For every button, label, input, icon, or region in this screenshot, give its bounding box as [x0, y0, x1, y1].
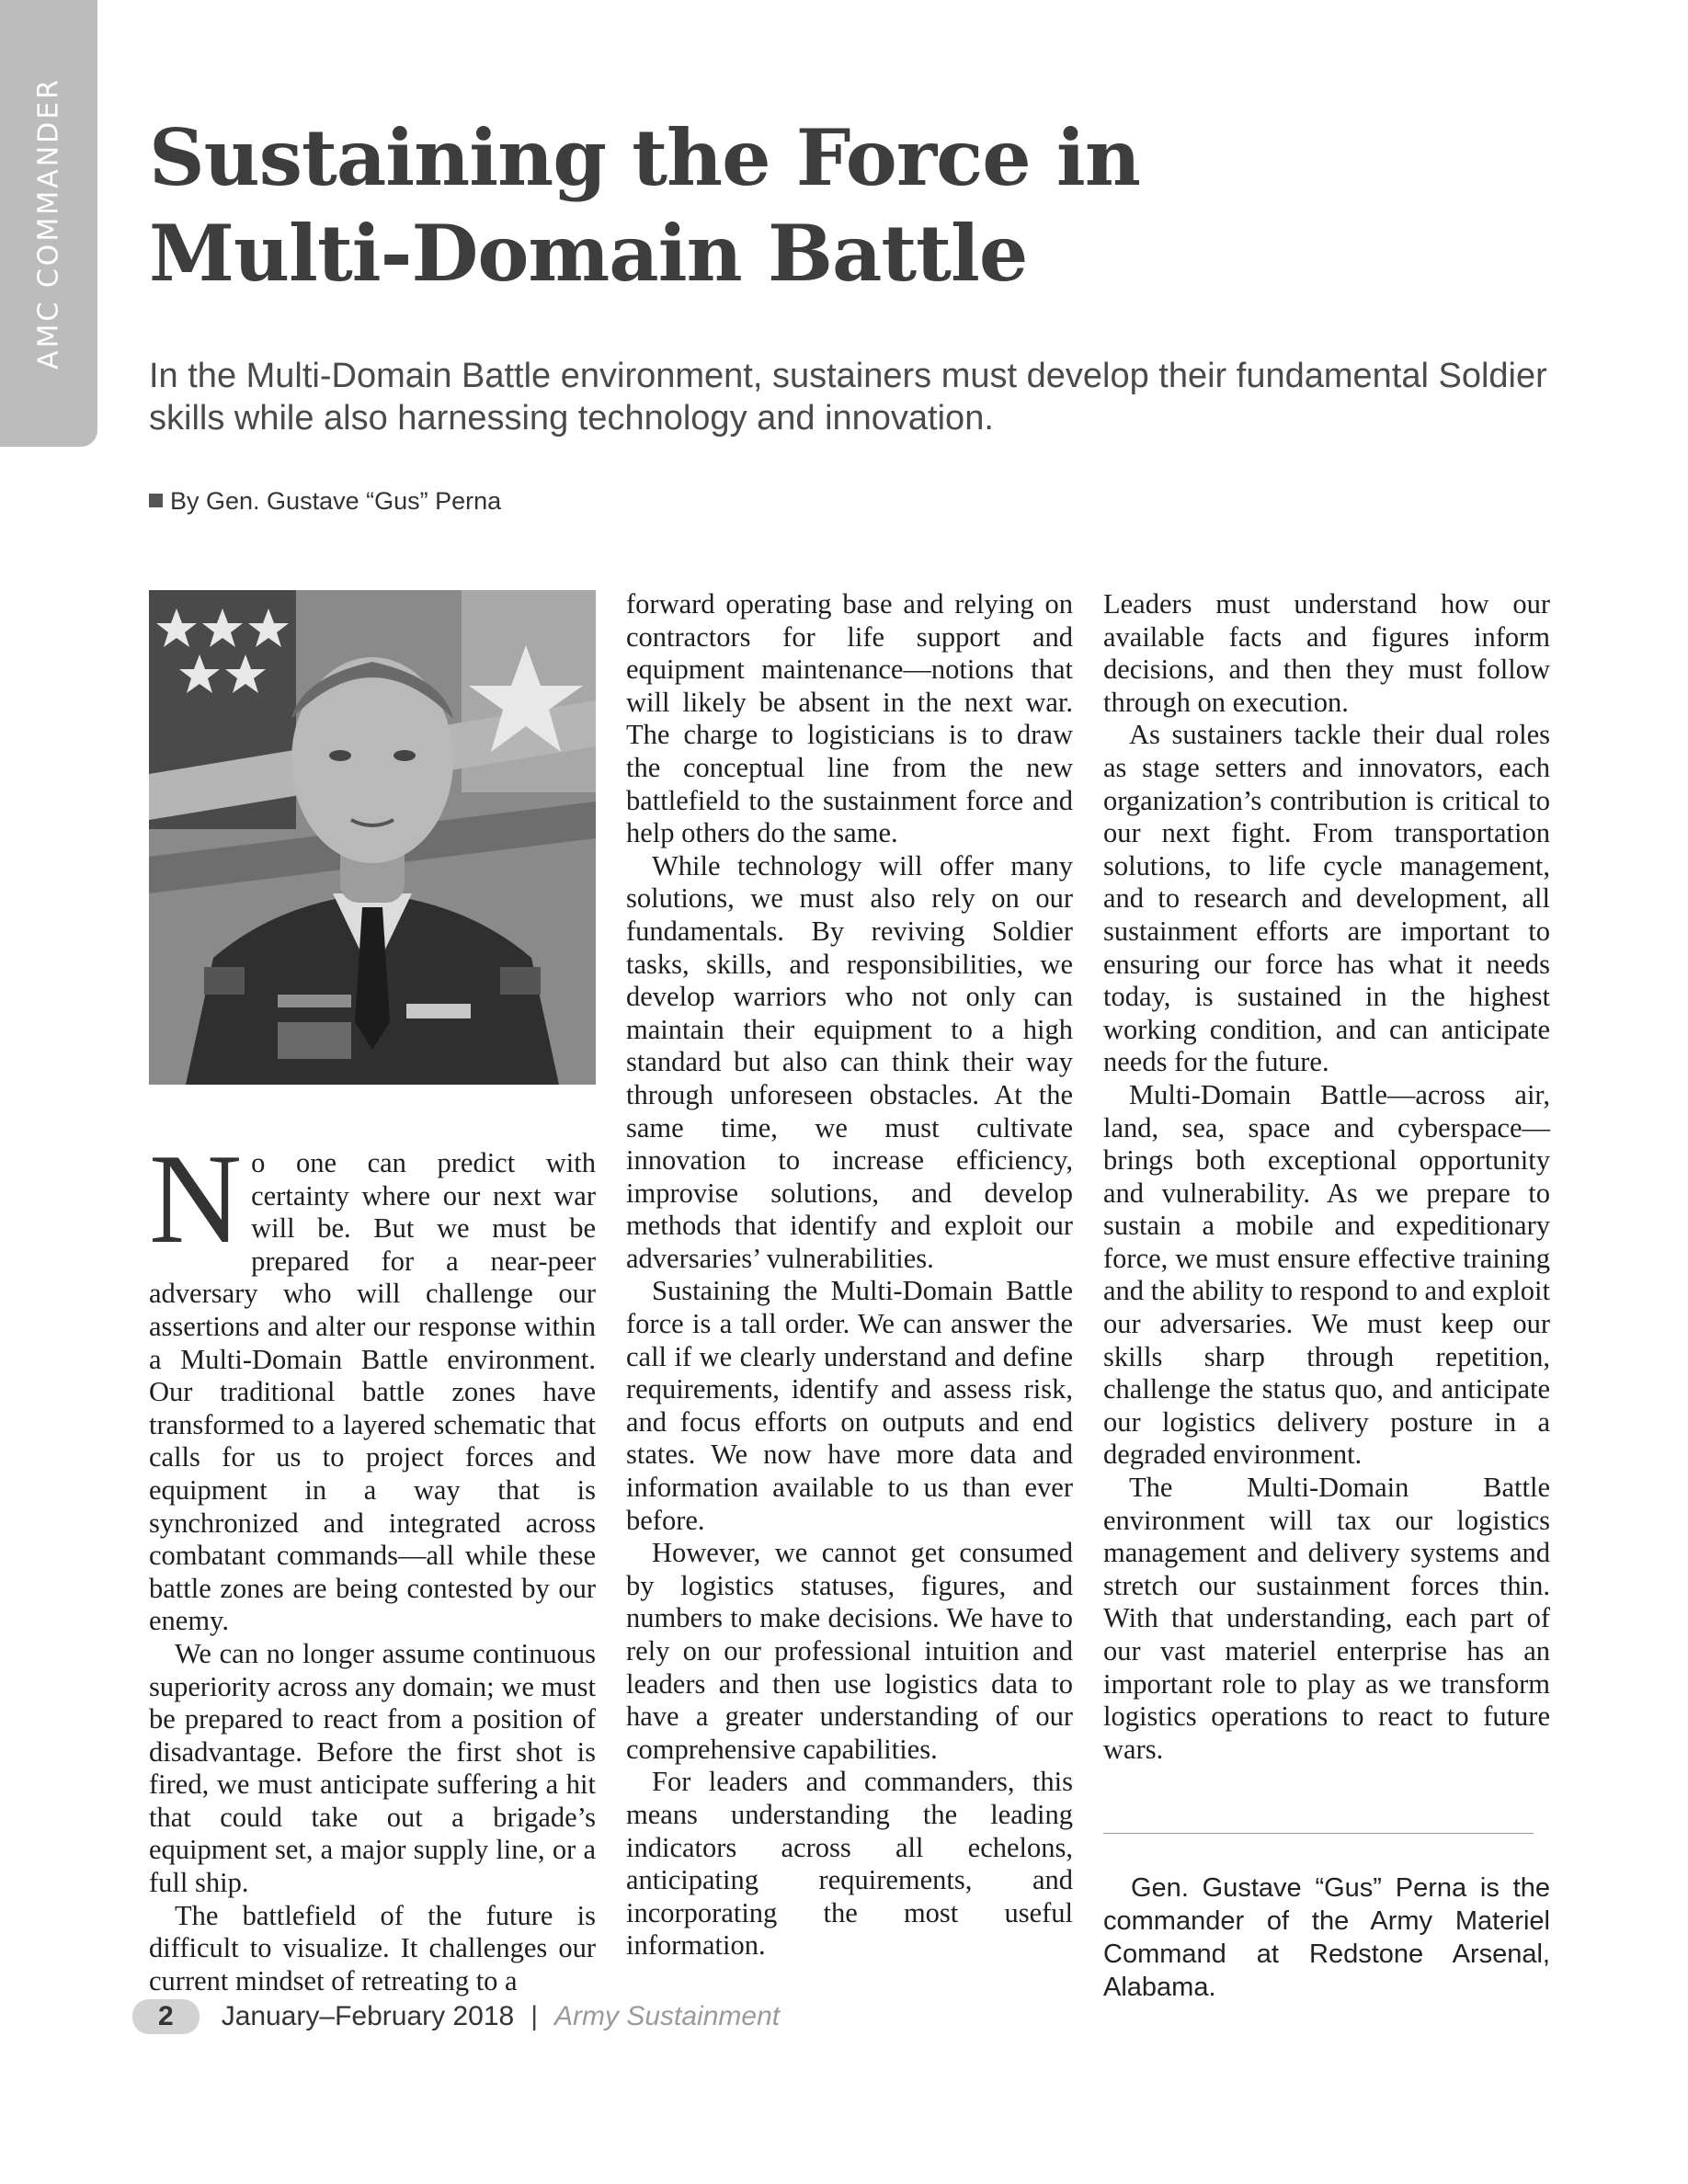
byline-text: By Gen. Gustave “Gus” Perna	[170, 487, 502, 515]
paragraph: For leaders and commanders, this means understanding the leading indicators across all echelons, anticipating requirements, and incorporating the most useful information.	[626, 1766, 1073, 1962]
drop-cap: N	[149, 1128, 243, 1270]
article-headline	[149, 110, 1528, 301]
paragraph: Leaders must understand how our available facts and figures inform decisions, and then they must follow through on execution.	[1103, 588, 1550, 718]
paragraph	[149, 1128, 596, 1638]
column-3	[1103, 588, 1550, 1766]
paragraph: However, we cannot get consumed by logistics statuses, figures, and numbers to make decisions. We have to rely on our professional intuition and leaders and then use logistics data to have a greater understanding of our comprehensive capabilities.	[626, 1537, 1073, 1765]
paragraph: We can no longer assume continuous superiority across any domain; we must be prepared to react from a position of disadvantage. Before the first shot is fired, we must anticipate suffering a hit that could take out a brigade’s equipment set, a major supply line, or a full ship.	[149, 1637, 596, 1899]
footer-separator: |	[530, 2001, 539, 2031]
bullet-square-icon	[149, 494, 163, 507]
author-bio: Gen. Gustave “Gus” Perna is the commander of the Army Materiel Command at Redstone Arsenal, Alabama.	[1103, 1873, 1550, 2002]
paragraph: The battlefield of the future is difficult to visualize. It challenges our current mindset of retreating to a	[149, 1899, 596, 1996]
section-tab-label: AMC COMMANDER	[32, 76, 65, 370]
article-deck: In the Multi-Domain Battle environment, sustainers must develop their fundamental Soldier skills while also harnessing technology and innovation.	[149, 357, 1547, 438]
paragraph: The Multi-Domain Battle environment will tax our logistics management and delivery systems and stretch our sustainment forces thin. With that understanding, each part of our vast materiel enterprise has an important role to play as we transform logistics operations to react to future wars.	[1103, 1472, 1550, 1765]
bio-divider	[1103, 1833, 1534, 1834]
portrait-illustration	[149, 590, 596, 1085]
column-2	[626, 588, 1073, 1962]
page-footer	[132, 1996, 780, 2037]
paragraph: Sustaining the Multi-Domain Battle force is a tall order. We can answer the call if we clearly understand and define requirements, identify and assess risk, and focus efforts on outputs and end states. We now have more data and information available to us than ever before.	[626, 1275, 1073, 1536]
section-tab	[0, 0, 97, 447]
paragraph-text: o one can predict with certainty where our next war will be. But we must be prepared for a near-peer adversary who will challenge our assertions and alter our response within a Multi-Domain Battle environment. Our traditional battle zones have transformed to a layered schematic that calls for us to project forces and equipment in a way that is synchronized and integrated across combatant commands—all while these battle zones are being contested by our enemy.	[149, 1147, 596, 1637]
headline-line-2: Multi-Domain Battle	[149, 208, 1028, 299]
paragraph: While technology will offer many solutions, we must also rely on our fundamentals. By reviving Soldier tasks, skills, and responsibilities, we develop warriors who not only can maintain their equipment to a high standard but also can think their way through unforeseen obstacles. At the same time, we must cultivate innovation to increase efficiency, improvise solutions, and develop methods that identify and exploit our adversaries’ vulnerabilities.	[626, 849, 1073, 1274]
headline-line-1: Sustaining the Force in	[149, 112, 1140, 203]
paragraph: As sustainers tackle their dual roles as stage setters and innovators, each organization’s contribution is critical to our next fight. From transportation solutions, to life cycle management, and to research and development, all sustainment efforts are important to ensuring our force has what it needs today, is sustained in the highest working condition, and can anticipate needs for the future.	[1103, 719, 1550, 1078]
paragraph: Multi-Domain Battle—across air, land, sea, space and cyberspace—brings both exceptional opportunity and vulnerability. As we prepare to sustain a mobile and expeditionary force, we must ensure effective training and the ability to respond to and exploit our adversaries. We must keep our skills sharp through repetition, challenge the status quo, and anticipate our logistics delivery posture in a degraded environment.	[1103, 1078, 1550, 1471]
column-1	[149, 1128, 596, 1997]
author-portrait-photo	[149, 590, 596, 1085]
paragraph: forward operating base and relying on contractors for life support and equipment maintenance—notions that will likely be absent in the next war. The charge to logisticians is to draw the conceptual line from the new battlefield to the sustainment force and help others do the same.	[626, 588, 1073, 849]
byline	[149, 487, 501, 516]
issue-date: January–February 2018	[221, 2001, 515, 2031]
page-number: 2	[132, 1999, 200, 2034]
magazine-name: Army Sustainment	[554, 2001, 781, 2031]
